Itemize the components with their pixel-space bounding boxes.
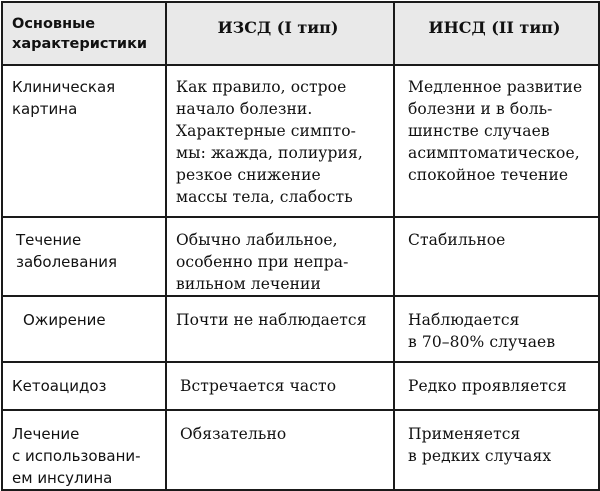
comparison-table-container: [1, 1, 598, 485]
type1-line: резкое снижение: [176, 166, 321, 184]
type2-line: Редко проявляется: [408, 377, 567, 395]
row-label-line: Лечение: [12, 425, 80, 443]
type2-line: болезни и в боль-: [408, 100, 553, 118]
type1-cell: [166, 65, 394, 217]
row-label-line: картина: [12, 100, 78, 118]
type1-line: Встречается часто: [180, 377, 337, 395]
type1-line: начало болезни.: [176, 100, 313, 118]
type2-cell: [394, 362, 599, 410]
row-label-line: Ожирение: [23, 311, 106, 329]
type1-line: Обязательно: [180, 425, 287, 443]
table-row: [2, 362, 599, 410]
type1-cell: [166, 362, 394, 410]
type1-line: Почти не наблюдается: [176, 311, 367, 329]
table-row: [2, 217, 599, 296]
type2-line: в редких случаях: [408, 447, 552, 465]
header-characteristics-line: Основные: [12, 16, 96, 32]
type1-line: массы тела, слабость: [176, 188, 353, 206]
row-label-line: заболевания: [16, 253, 118, 271]
type1-line: Характерные симпто-: [176, 122, 357, 140]
type2-line: спокойное течение: [408, 166, 569, 184]
type2-line: в 70–80% случаев: [408, 333, 556, 351]
type2-line: Стабильное: [408, 231, 506, 249]
type2-line: Наблюдается: [408, 311, 520, 329]
header-characteristics: [2, 2, 166, 65]
row-label-line: Течение: [16, 231, 82, 249]
row-label: [2, 362, 166, 410]
type1-line: особенно при непра-: [176, 253, 349, 271]
type2-line: асимптоматическое,: [408, 144, 580, 162]
type1-cell: [166, 217, 394, 296]
type1-line: мы: жажда, полиурия,: [176, 144, 363, 162]
type1-cell: [166, 410, 394, 490]
type2-cell: [394, 65, 599, 217]
header-characteristics-line: характеристики: [12, 36, 148, 52]
type1-line: вильном лечении: [176, 275, 321, 293]
type2-cell: [394, 217, 599, 296]
type1-line: Обычно лабильное,: [176, 231, 338, 249]
type2-line: Медленное развитие: [408, 78, 583, 96]
row-label: [2, 65, 166, 217]
type2-cell: [394, 296, 599, 362]
row-label-line: Кетоацидоз: [12, 377, 107, 395]
diabetes-comparison-table: [1, 1, 600, 491]
type2-line: шинстве случаев: [408, 122, 550, 140]
table-row: [2, 65, 599, 217]
type2-line: Применяется: [408, 425, 521, 443]
row-label: [2, 217, 166, 296]
table-header-row: [2, 2, 599, 65]
type1-line: Как правило, острое: [176, 78, 347, 96]
header-type2: ИНСД (II тип): [394, 2, 599, 65]
table-row: [2, 296, 599, 362]
header-type1: ИЗСД (I тип): [166, 2, 394, 65]
row-label-line: Клиническая: [12, 78, 116, 96]
row-label-line: ем инсулина: [12, 469, 113, 487]
row-label: [2, 410, 166, 490]
type1-cell: [166, 296, 394, 362]
table-row: [2, 410, 599, 490]
row-label-line: с использовани-: [12, 447, 141, 465]
type2-cell: [394, 410, 599, 490]
row-label: [2, 296, 166, 362]
